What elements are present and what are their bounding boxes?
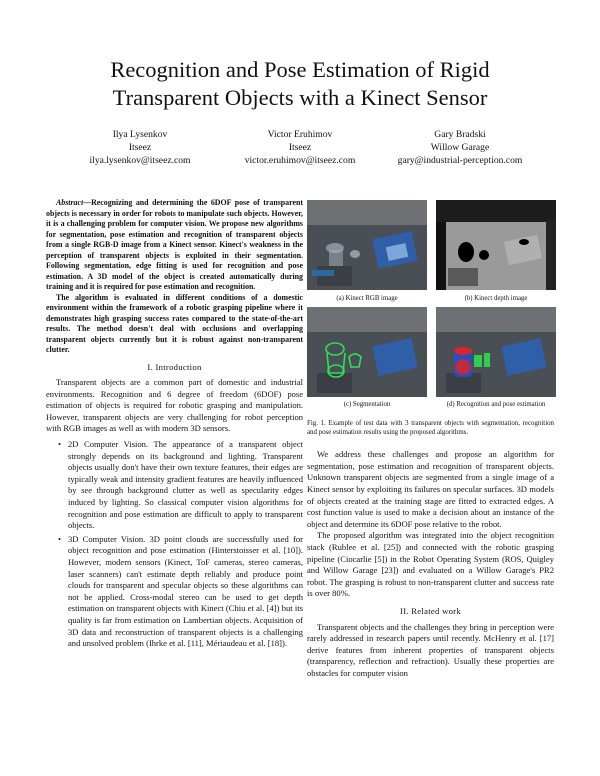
list-item: • 2D Computer Vision. The appearance of a transparent object strongly depends on its background and lighting. Transparent objects usually don't have their own texture features, their edges are typically weak and intensity gradient features are heavily influenced by see through background clutter as well as specularity edges induced by lighting. So classical computer vision algorithms for recognition and pose estimation are difficult to apply to transparent objects. bbox=[60, 439, 303, 532]
title-line-2: Transparent Objects with a Kinect Sensor bbox=[112, 85, 488, 110]
author-block bbox=[60, 128, 540, 167]
kinect-depth-image bbox=[436, 200, 556, 290]
body-paragraph: Transparent objects and the challenges they bring in perception were rarely addressed in research papers until recently. McHenry et al. [17] derive features from inherent properties of transparent objects (transparency, reflection and refraction). Usually these properties are obstacles for computer vision bbox=[307, 621, 554, 678]
figure-caption: Fig. 1. Example of test data with 3 transparent objects with segmentation, recognition and pose estimation results using the proposed algorithms. bbox=[307, 420, 554, 437]
abstract-paragraph-1: Abstract—Recognizing and determining the 6DOF pose of transparent objects is necessary in order for robots to manipulate such objects. However, it is a challenging problem for computer vision. We propose new algorithms for segmentation, pose estimation and recognition of transparent objects from a single RGB-D image from a Kinect sensor. Kinect's weakness in the perception of transparent objects is exploited in their segmentation. Following segmentation, edge fitting is used for recognition and pose estimation. A 3D model of the object is created automatically during training and it is required for pose estimation and recognition. bbox=[46, 198, 303, 291]
subfigure-b bbox=[436, 200, 556, 303]
author-org: Itseez bbox=[288, 142, 312, 153]
author-org: Itseez bbox=[128, 142, 152, 153]
abstract-paragraph-2: The algorithm is evaluated in different conditions of a domestic environment within the framework of a robotic grasping pipeline where it demonstrates high grasping success rates compared to the state-of-the-art results. The method doesn't deal with occlusions and overlapping transparent objects currently but it is robust against non-transparent clutter. bbox=[46, 292, 303, 354]
subfigure-d bbox=[436, 307, 556, 410]
subfigure-a bbox=[307, 200, 427, 303]
body-paragraph: The proposed algorithm was integrated into the object recognition stack (Rublee et al. [25]) and connected with the robotic grasping pipeline (Ciocarlie [5]) in the Robot Operating System (ROS, Quigley and Willow Garage [23]) and evaluated on a Willow Garage's PR2 robot. The grasping is robust to non-transparent clutter and success rate is over 80%. bbox=[307, 530, 554, 599]
author-3 bbox=[380, 128, 540, 167]
kinect-rgb-image bbox=[307, 200, 427, 290]
author-name: Ilya Lysenkov bbox=[112, 129, 168, 140]
section-heading-related-work: II. Related work bbox=[400, 605, 461, 616]
author-org: Willow Garage bbox=[430, 142, 490, 153]
challenge-list bbox=[46, 439, 303, 650]
subfigure-c bbox=[307, 307, 427, 410]
abstract-label: Abstract bbox=[56, 198, 84, 207]
body-paragraph: We address these challenges and propose an algorithm for segmentation, pose estimation and recognition of transparent objects. Unknown transparent objects are segmented from a single image of a Kinect sensor by exploiting its failures on specular surfaces. 3D models of objects created at the training stage are fitted to extracted edges. A cost function value is used to make a decision about an instance of the object and determine its 6DOF pose relative to the robot. bbox=[307, 449, 554, 529]
title-line-1: Recognition and Pose Estimation of Rigid bbox=[110, 57, 490, 82]
subfigure-caption: (c) Segmentation bbox=[343, 401, 391, 409]
section-heading-introduction: I. Introduction bbox=[147, 361, 202, 372]
author-email: ilya.lysenkov@itseez.com bbox=[89, 155, 191, 166]
left-column bbox=[46, 198, 303, 652]
subfigure-caption: (b) Kinect depth image bbox=[464, 294, 528, 302]
subfigure-caption: (d) Recognition and pose estimation bbox=[446, 401, 546, 409]
recognition-pose-image bbox=[436, 307, 556, 397]
author-1 bbox=[60, 128, 220, 167]
segmentation-image bbox=[307, 307, 427, 397]
author-email: victor.eruhimov@itseez.com bbox=[244, 155, 356, 166]
intro-paragraph: Transparent objects are a common part of domestic and industrial environments. Recognition and 6 degree of freedom (6DOF) pose estimation of objects is required for robotic grasping and manipulation. However, transparent objects are very challenging for robot perception with RGB images as well as with modern 3D sensors. bbox=[46, 377, 303, 434]
figure-1 bbox=[307, 200, 554, 409]
author-email: gary@industrial-perception.com bbox=[397, 155, 523, 166]
right-column bbox=[307, 200, 554, 679]
list-item: • 3D Computer Vision. 3D point clouds are successfully used for object recognition and pose estimation (Hinterstoisser et al. [10]). However, modern sensors (Kinect, ToF cameras, stereo cameras, laser scanners) can't estimate depth reliably and produce point clouds for transparent and specular objects so these algorithms can not be applied. Cross-modal stereo can be used to get depth estimation on transparent objects with Kinect (Chiu et al. [4]) but its quality is far from estimation on Lambertian objects. Acquisition of 3D data and reconstruction of transparent objects is a challenging and unsolved problem (Ihrke et al. [11], Mériaudeau et al. [18]). bbox=[60, 534, 303, 650]
paper-title bbox=[0, 56, 600, 112]
author-name: Victor Eruhimov bbox=[267, 129, 333, 140]
subfigure-caption: (a) Kinect RGB image bbox=[336, 294, 398, 302]
author-2 bbox=[220, 128, 380, 167]
author-name: Gary Bradski bbox=[434, 129, 486, 140]
